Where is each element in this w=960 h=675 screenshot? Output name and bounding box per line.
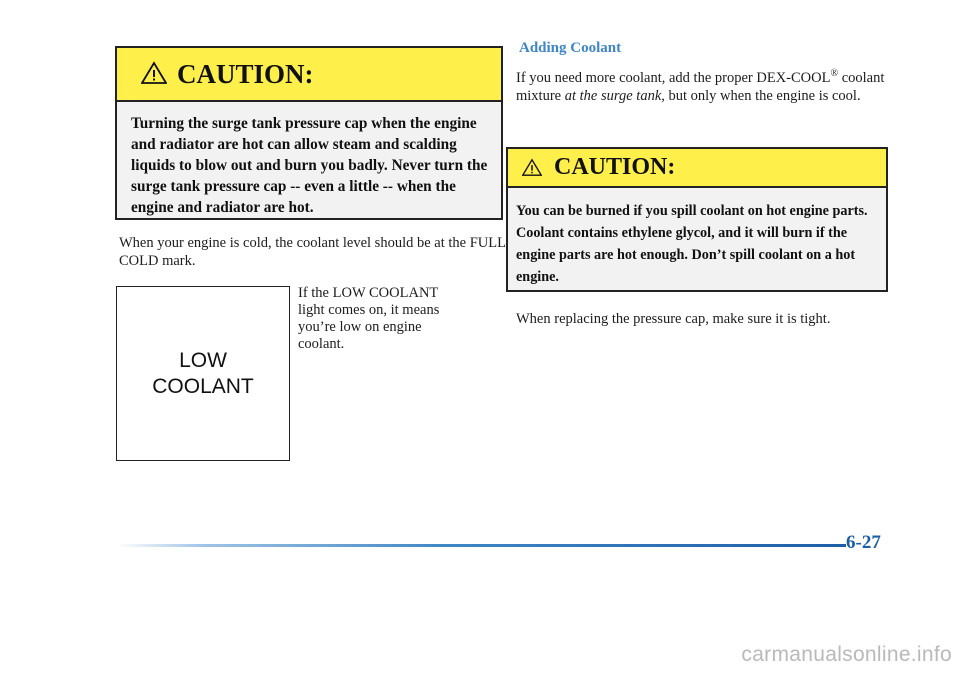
manual-page <box>86 0 904 570</box>
adding-coolant-paragraph <box>516 65 906 105</box>
watermark: carmanualsonline.info <box>741 643 952 666</box>
indicator-label-line1: LOW <box>179 348 227 372</box>
warning-triangle-icon <box>141 61 167 85</box>
indicator-label-line2: COOLANT <box>152 374 254 398</box>
caution-title: CAUTION: <box>554 154 676 180</box>
caution-box-surge-tank <box>115 46 503 220</box>
adding-text-emphasis: at the surge tank <box>564 88 662 104</box>
caution-header <box>117 48 501 102</box>
low-coolant-indicator <box>116 286 290 461</box>
caution-header <box>508 149 886 188</box>
registered-mark: ® <box>830 68 839 79</box>
caution-box-spill <box>506 147 888 292</box>
caution-title: CAUTION: <box>177 58 314 89</box>
adding-text-part: , but only when the engine is cool. <box>661 88 861 104</box>
coolant-level-paragraph: When your engine is cold, the coolant level should be at the FULL COLD mark. <box>119 235 506 269</box>
caution-text: Turning the surge tank pressure cap when the engine and radiator are hot can allow steam and scalding liquids to blow out and burn you badly. Never turn the surge tank pressure cap -- even a little -- when the engine and radiator are hot. <box>131 115 488 216</box>
caution-text: You can be burned if you spill coolant on hot engine parts. Coolant contains ethylene glycol, and it will burn if the engine parts are hot enough. Don’t spill coolant on a hot engine. <box>516 203 868 285</box>
footer-rule <box>116 544 846 547</box>
section-heading-adding-coolant: Adding Coolant <box>519 40 622 56</box>
adding-text-part: If you need more coolant, add the proper DEX-COOL <box>516 70 831 86</box>
low-coolant-paragraph: If the LOW COOLANT light comes on, it means you’re low on engine coolant. <box>298 285 440 352</box>
pressure-cap-paragraph: When replacing the pressure cap, make sure it is tight. <box>516 311 831 327</box>
adding-text-part: coolant mixture <box>516 70 885 104</box>
page-number: 6-27 <box>846 532 881 553</box>
warning-triangle-icon <box>522 158 542 177</box>
